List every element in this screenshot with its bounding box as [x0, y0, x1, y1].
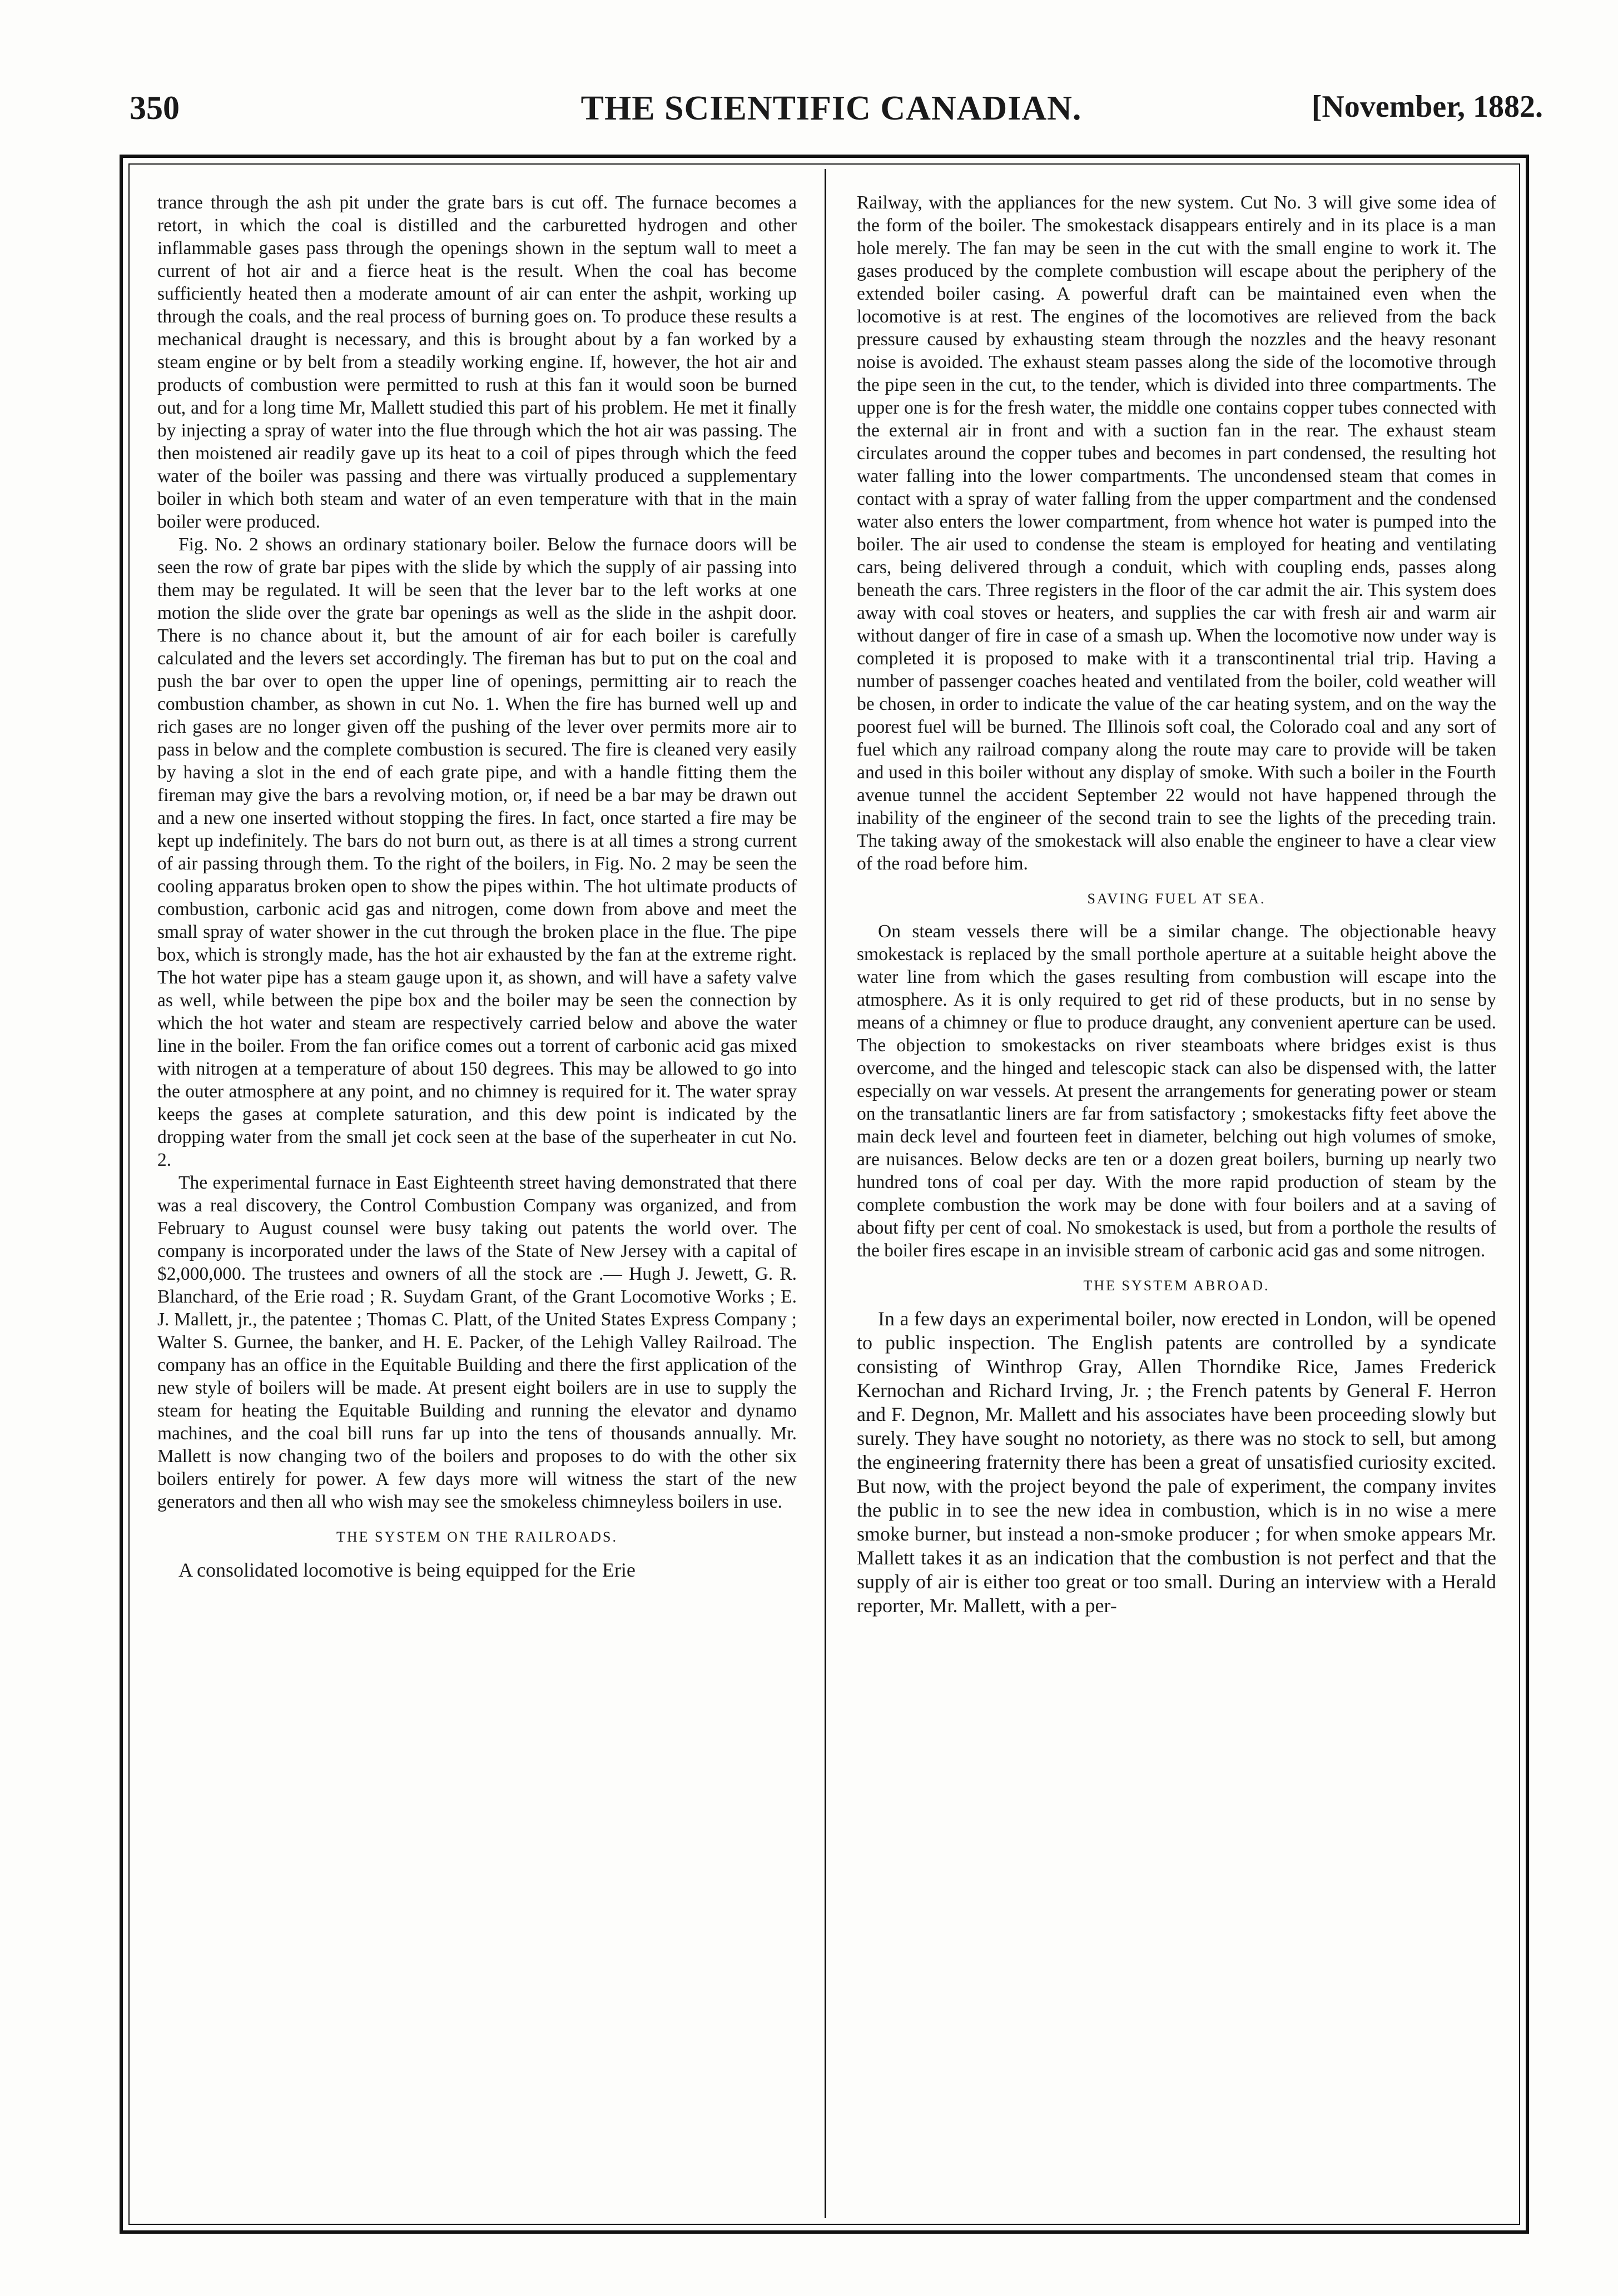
- left-paragraph-1: trance through the ash pit under the grate bars is cut off. The furnace becomes a retort, in which the coal is distilled and the carburetted hydrogen and other inflammable gases pass through the openings shown in the septum wall to meet a current of hot air and a fierce heat is the result. When the coal has become sufficiently heated then a moderate amount of air can enter the ashpit, working up through the coals, and the real process of burning goes on. To produce these results a mechanical draught is necessary, and this is brought about by a fan worked by a steam engine or by belt from a steadily working engine. If, however, the hot air and products of combustion were permitted to rush at this fan it would soon be burned out, and for a long time Mr, Mallett studied this part of his problem. He met it finally by injecting a spray of water into the flue through which the hot air was passing. The then moistened air readily gave up its heat to a coil of pipes through which the feed water of the boiler was passing and there was virtually produced a supplementary boiler in which both steam and water of an even temperature with that in the main boiler were produced.: [157, 192, 797, 532]
- page-number: 350: [130, 90, 180, 126]
- right-paragraph-3: In a few days an experimental boiler, now erected in London, will be opened to public inspection. The English patents are controlled by a syndicate consisting of Winthrop Gray, Allen Thorndike Rice, James Frederick Kernochan and Richard Irving, Jr. ; the French patents by General F. Herron and F. Degnon, Mr. Mallett and his associates have been proceeding slowly but surely. They have sought no notoriety, as there was no stock to sell, but among the engineering fraternity there has been a great of unsatisfied curiosity excited. But now, with the project beyond the pale of experiment, the company invites the public in to see the new idea in combustion, which is in no wise a mere smoke burner, but instead a non-smoke producer ; for when smoke appears Mr. Mallett takes it as an indication that the combustion is not perfect and that the supply of air is either too great or too small. During an interview with a Herald reporter, Mr. Mallett, with a per-: [857, 1308, 1496, 1617]
- left-paragraph-4: A consolidated locomotive is being equipped for the Erie: [178, 1559, 636, 1581]
- right-column: [857, 191, 1496, 1618]
- article-frame: [120, 155, 1529, 2234]
- issue-date: [November, 1882.: [1311, 90, 1543, 124]
- left-paragraph-3: The experimental furnace in East Eighteenth street having demonstrated that there was a real discovery, the Control Combustion Company was organized, and from February to August counsel were busy taking out patents the world over. The company is incorporated under the laws of the State of New Jersey with a capital of $2,000,000. The trustees and owners of all the stock are .— Hugh J. Jewett, G. R. Blanchard, of the Erie road ; R. Suydam Grant, of the Grant Locomotive Works ; E. J. Mallett, jr., the patentee ; Thomas C. Platt, of the United States Express Company ; Walter S. Gurnee, the banker, and H. E. Packer, of the Lehigh Valley Railroad. The company has an office in the Equitable Building and there the first application of the new style of boilers will be made. At present eight boilers are in use to supply the steam for heating the Equitable Building and running the elevator and dynamo machines, and the coal bill runs far up into the tens of thousands annually. Mr. Mallett is now changing two of the boilers and proposes to do with the other six boilers entirely for power. A few days more will witness the start of the new generators and then all who wish may see the smokeless chimneyless boilers in use.: [157, 1172, 797, 1512]
- right-paragraph-2: On steam vessels there will be a similar change. The objectionable heavy smokestack is replaced by the small porthole aperture at a suitable height above the water line from which the gases resulting from combustion will escape into the atmosphere. As it is only required to get rid of these products, but in no sense by means of a chimney or flue to produce draught, any convenient aperture can be used. The objection to smokestacks on river steamboats where bridges exist is thus overcome, and the hinged and telescopic stack can also be dispensed with, the latter especially on war vessels. At present the arrangements for generating power or steam on the transatlantic liners are far from satisfactory ; smokestacks fifty feet above the main deck level and fourteen feet in diameter, belching out high volumes of smoke, are nuisances. Below decks are ten or a dozen great boilers, burning up nearly two hundred tons of coal per day. With the more rapid production of steam by the complete combustion the work may be done with four boilers and at a saving of about fifty per cent of coal. No smokestack is used, but from a porthole the results of the boiler fires escape in an invisible stream of carbonic acid gas and some nitrogen.: [857, 921, 1496, 1261]
- left-column: [157, 191, 797, 1582]
- column-divider: [825, 169, 826, 2218]
- section-heading-railroads: THE SYSTEM ON THE RAILROADS.: [336, 1529, 618, 1545]
- right-paragraph-1: Railway, with the appliances for the new system. Cut No. 3 will give some idea of the form of the boiler. The smokestack disappears entirely and in its place is a man hole merely. The fan may be seen in the cut with the small engine to work it. The gases produced by the complete combustion will escape about the periphery of the extended boiler casing. A powerful draft can be maintained even when the locomotive is at rest. The engines of the locomotives are relieved from the back pressure caused by exhausting steam through the nozzles and the heavy resonant noise is avoided. The exhaust steam passes along the side of the locomotive through the pipe seen in the cut, to the tender, which is divided into three compartments. The upper one is for the fresh water, the middle one contains copper tubes connected with the external air in front and with a suction fan in the rear. The exhaust steam circulates around the copper tubes and becomes in part condensed, the resulting hot water falling into the lower compartments. The uncondensed steam that comes in contact with a spray of water falling from the upper compartment and the condensed water also enters the lower compartment, from whence hot water is pumped into the boiler. The air used to condense the steam is employed for heating and ventilating cars, being delivered through a conduit, which with coupling ends, passes along beneath the cars. Three registers in the floor of the car admit the air. This system does away with coal stoves or heaters, and supplies the car with fresh air and warm air without danger of fire in case of a smash up. When the locomotive now under way is completed it is proposed to make with it a transcontinental trial trip. Having a number of passenger coaches heated and ventilated from the boiler, cold weather will be chosen, in order to indicate the value of the car heating system, and on the way the poorest fuel will be burned. The Illinois soft coal, the Colorado coal and any sort of fuel which any railroad company along the route may care to provide will be taken and used in this boiler without any display of smoke. With such a boiler in the Fourth avenue tunnel the accident September 22 would not have happened through the inability of the engineer of the second train to see the lights of the preceding train. The taking away of the smokestack will also enable the engineer to have a clear view of the road before him.: [857, 192, 1496, 874]
- section-heading-sea: SAVING FUEL AT SEA.: [1087, 891, 1266, 907]
- journal-title: THE SCIENTIFIC CANADIAN.: [580, 90, 1082, 127]
- section-heading-abroad: THE SYSTEM ABROAD.: [1083, 1278, 1270, 1294]
- running-head: [120, 83, 1543, 133]
- left-paragraph-2: Fig. No. 2 shows an ordinary stationary boiler. Below the furnace doors will be seen the row of grate bar pipes with the slide by which the supply of air passing into them may be regulated. It will be seen that the lever bar to the left works at one motion the slide over the grate bar openings as well as the slide in the ashpit door. There is no chance about it, but the amount of air for each boiler is carefully calculated and the levers set accordingly. The fireman has but to put on the coal and push the bar over to open the upper line of openings, permitting air to reach the combustion chamber, as shown in cut No. 1. When the fire has burned well up and rich gases are no longer given off the pushing of the lever over permits more air to pass in below and the complete combustion is secured. The fire is cleaned very easily by having a slot in the end of each grate pipe, and with a handle fitting them the fireman may give the bars a revolving motion, or, if need be a bar may be drawn out and a new one inserted without stopping the fires. In fact, once started a fire may be kept up indefinitely. The bars do not burn out, as there is at all times a strong current of air passing through them. To the right of the boilers, in Fig. No. 2 may be seen the cooling apparatus broken open to show the pipes within. The hot ultimate products of combustion, carbonic acid gas and nitrogen, come down from above and meet the small spray of water shower in the cut through the broken place in the flue. The pipe box, which is strongly made, has the hot air exhausted by the fan at the extreme right. The hot water pipe has a steam gauge upon it, as shown, and will have a safety valve as well, while between the pipe box and the boiler may be seen the connection by which the hot water and steam are respectively carried below and above the water line in the boiler. From the fan orifice comes out a torrent of carbonic acid gas mixed with nitrogen at a temperature of about 150 degrees. This may be allowed to go into the outer atmosphere at any point, and no chimney is required for it. The water spray keeps the gases at complete saturation, and this dew point is indicated by the dropping water from the small jet cock seen at the base of the superheater in cut No. 2.: [157, 534, 797, 1170]
